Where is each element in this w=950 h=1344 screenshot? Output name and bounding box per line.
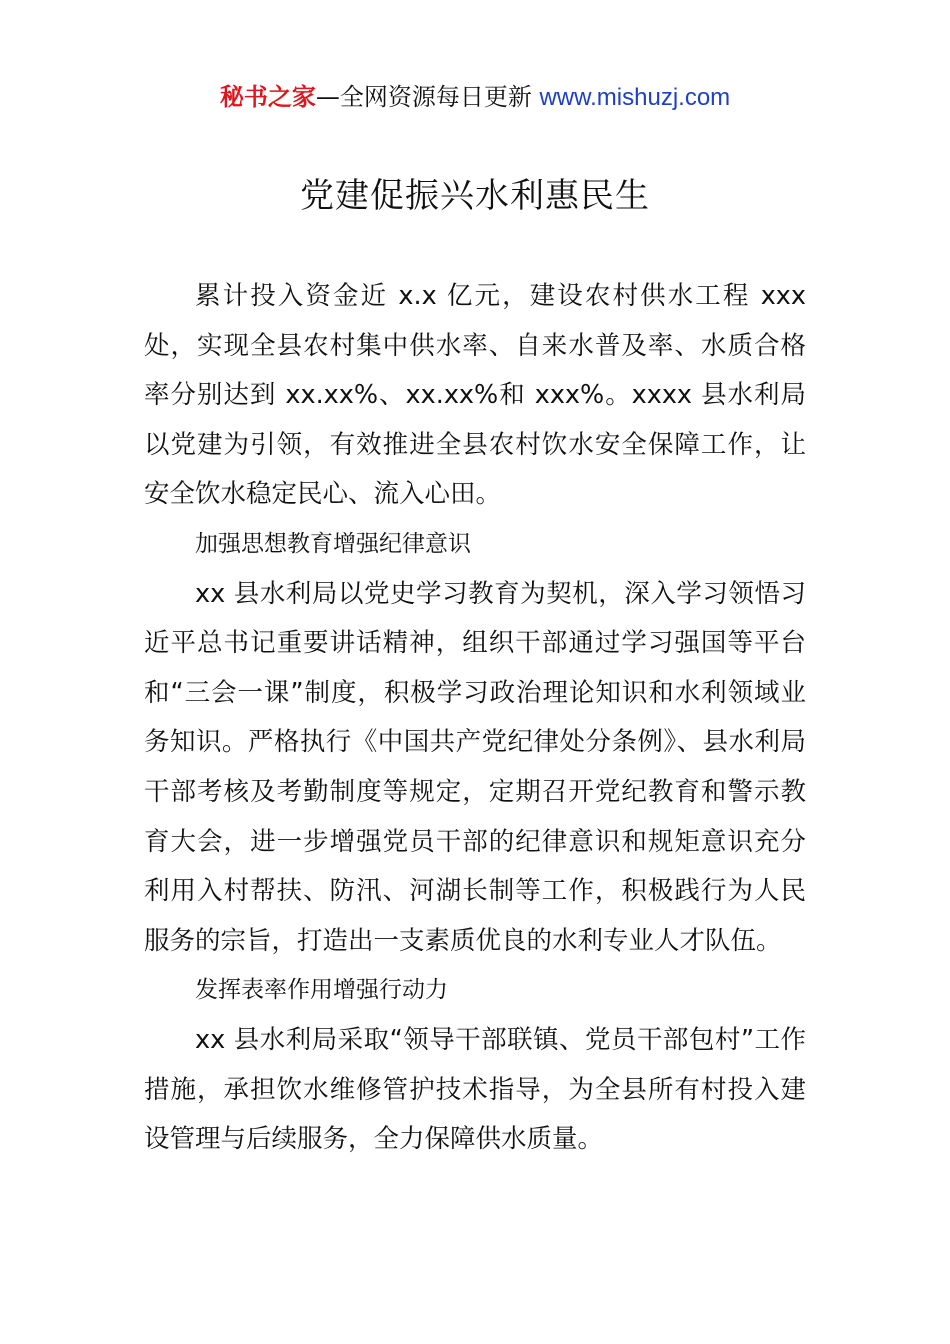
body-paragraph-exemplary-role: xx 县水利局采取“领导干部联镇、党员干部包村”工作措施，承担饮水维修管护技术指导，为全县所有村投入建设管理与后续服务，全力保障供水质量。	[144, 1024, 806, 1155]
body-paragraph-thought-education: xx 县水利局以党史学习教育为契机，深入学习领悟习近平总书记重要讲话精神，组织干部通过学习强国等平台和“三会一课”制度，积极学习政治理论知识和水利领域业务知识。严格执行《中国共产党纪律处分条例》、县水利局干部考核及考勤制度等规定，定期召开党纪教育和警示教育大会，进一步增强党员干部的纪律意识和规矩意识充分利用入村帮扶、防汛、河湖长制等工作，积极践行为人民服务的宗旨，打造出一支素质优良的水利专业人才队伍。	[144, 578, 806, 956]
site-brand: 秘书之家	[219, 83, 316, 111]
document-body	[144, 272, 806, 1165]
section-heading-exemplary-role: 发挥表率作用增强行动力	[195, 977, 448, 1004]
site-tagline: —全网资源每日更新	[315, 83, 532, 111]
site-url-link[interactable]: www.mishuzj.com	[539, 84, 731, 111]
body-paragraph-intro: 累计投入资金近 x.x 亿元，建设农村供水工程 xxx 处，实现全县农村集中供水率、自来水普及率、水质合格率分别达到 xx.xx%、xx.xx%和 xxx%。xxxx 县水利局以党建为引领，有效推进全县农村饮水安全保障工作，让安全饮水稳定民心、流入心田。	[144, 281, 806, 510]
section-heading-thought-education: 加强思想教育增强纪律意识	[195, 530, 471, 557]
document-title: 党建促振兴水利惠民生	[300, 176, 650, 216]
site-header	[0, 80, 950, 115]
